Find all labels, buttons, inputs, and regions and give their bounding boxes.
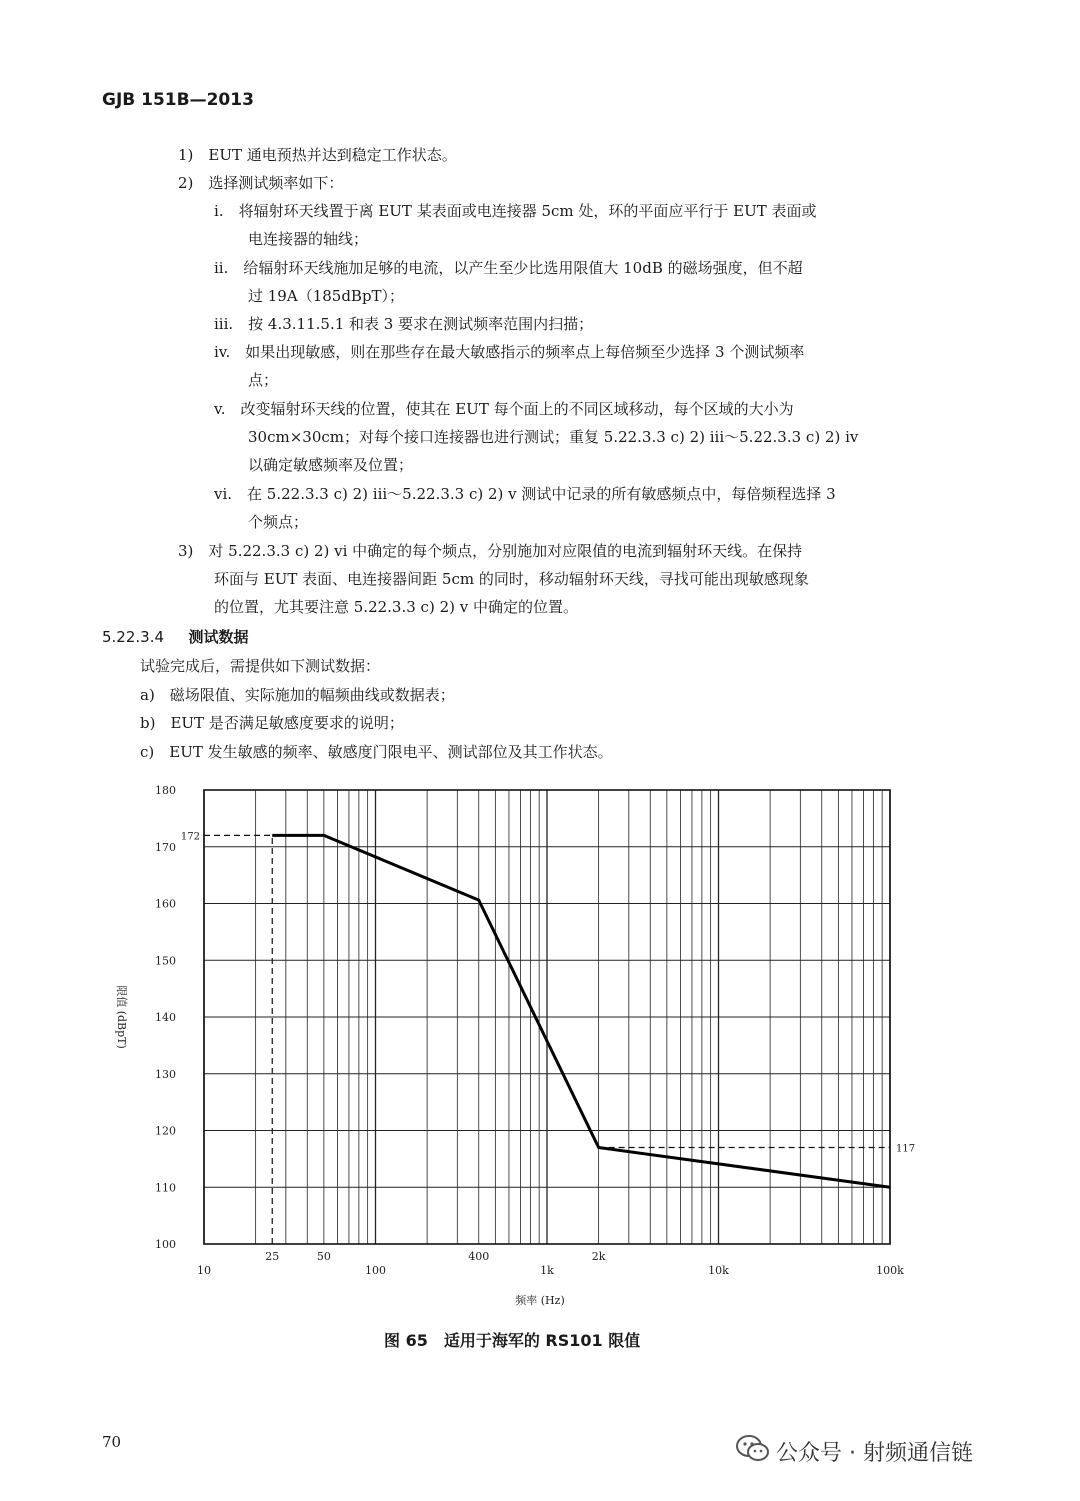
section-title: 测试数据 [188, 628, 249, 646]
text-line: c) EUT 发生敏感的频率、敏感度门限电平、测试部位及其工作状态。 [140, 743, 613, 761]
text-line: 1) EUT 通电预热并达到稳定工作状态。 [178, 146, 457, 164]
annotation-label: 172 [180, 831, 200, 843]
x-tick-label: 100k [876, 1264, 904, 1277]
text-line: 2) 选择测试频率如下： [178, 174, 344, 192]
watermark-text: 公众号 · 射频通信链 [776, 1441, 973, 1466]
page-number: 70 [102, 1433, 122, 1451]
y-tick-labels [155, 784, 176, 1251]
y-tick-label: 180 [155, 784, 176, 797]
x-axis-label: 频率 (Hz) [515, 1294, 565, 1307]
text-line: 个频点； [248, 513, 309, 531]
y-tick-label: 170 [155, 840, 176, 854]
y-tick-label: 120 [155, 1124, 176, 1138]
section-heading [102, 626, 249, 647]
chart-series [272, 835, 890, 1187]
annotation-label: 117 [896, 1143, 916, 1155]
limit-curve [272, 835, 890, 1187]
x-tick-label: 50 [316, 1250, 331, 1263]
section-number: 5.22.3.4 [102, 628, 165, 646]
rs101-limit-chart [115, 780, 930, 1310]
y-tick-label: 160 [155, 897, 176, 911]
x-tick-label: 2k [591, 1250, 606, 1263]
x-tick-label: 10k [708, 1264, 729, 1277]
text-line: ii. 给辐射环天线施加足够的电流，以产生至少比选用限值大 10dB 的磁场强度，但不超 [214, 259, 803, 277]
x-tick-label: 25 [265, 1250, 280, 1263]
text-line: 3) 对 5.22.3.3 c) 2) vi 中确定的每个频点，分别施加对应限值的电流到辐射环天线。在保持 [178, 542, 803, 560]
wechat-icon [736, 1434, 770, 1464]
y-axis-label: 限值 (dBpT) [115, 985, 128, 1049]
text-line: iii. 按 4.3.11.5.1 和表 3 要求在测试频率范围内扫描； [214, 315, 594, 333]
text-line: 30cm×30cm；对每个接口连接器也进行测试；重复 5.22.3.3 c) 2) iii～5.22.3.3 c) 2) iv [248, 428, 859, 446]
text-line: 试验完成后，需提供如下测试数据： [140, 657, 381, 675]
text-line: v. 改变辐射环天线的位置，使其在 EUT 每个面上的不同区域移动，每个区域的大小为 [214, 400, 794, 418]
text-line: 点； [248, 371, 279, 389]
text-line: a) 磁场限值、实际施加的幅频曲线或数据表； [140, 686, 455, 704]
text-line: 以确定敏感频率及位置； [248, 456, 414, 474]
y-tick-label: 150 [155, 954, 176, 968]
y-tick-label: 140 [155, 1011, 176, 1024]
x-tick-label: 100 [365, 1264, 386, 1277]
document-id-header: GJB 151B—2013 [102, 90, 254, 110]
text-line: 的位置，尤其要注意 5.22.3.3 c) 2) v 中确定的位置。 [214, 598, 578, 616]
x-tick-labels [197, 1250, 904, 1277]
text-line: b) EUT 是否满足敏感度要求的说明； [140, 714, 404, 732]
x-tick-label: 10 [197, 1264, 211, 1277]
y-tick-label: 110 [155, 1181, 176, 1195]
text-line: 环面与 EUT 表面、电连接器间距 5cm 的同时，移动辐射环天线，寻找可能出现敏感现象 [214, 570, 809, 588]
text-line: 电连接器的轴线； [248, 230, 369, 248]
text-line: iv. 如果出现敏感，则在那些存在最大敏感指示的频率点上每倍频至少选择 3 个测试频率 [214, 343, 805, 361]
x-tick-label: 400 [468, 1250, 490, 1263]
chart-grid [204, 790, 890, 1244]
x-tick-label: 1k [540, 1264, 554, 1277]
figure-caption: 图 65 适用于海军的 RS101 限值 [384, 1331, 641, 1350]
text-line: i. 将辐射环天线置于离 EUT 某表面或电连接器 5cm 处，环的平面应平行于 EUT 表面或 [214, 202, 817, 220]
text-line: 过 19A（185dBpT）； [248, 287, 405, 305]
y-tick-label: 130 [155, 1067, 176, 1081]
chart-annotations [181, 831, 915, 1154]
text-line: vi. 在 5.22.3.3 c) 2) iii～5.22.3.3 c) 2) v 测试中记录的所有敏感频点中，每倍频程选择 3 [214, 485, 836, 503]
y-tick-label: 100 [155, 1238, 176, 1251]
